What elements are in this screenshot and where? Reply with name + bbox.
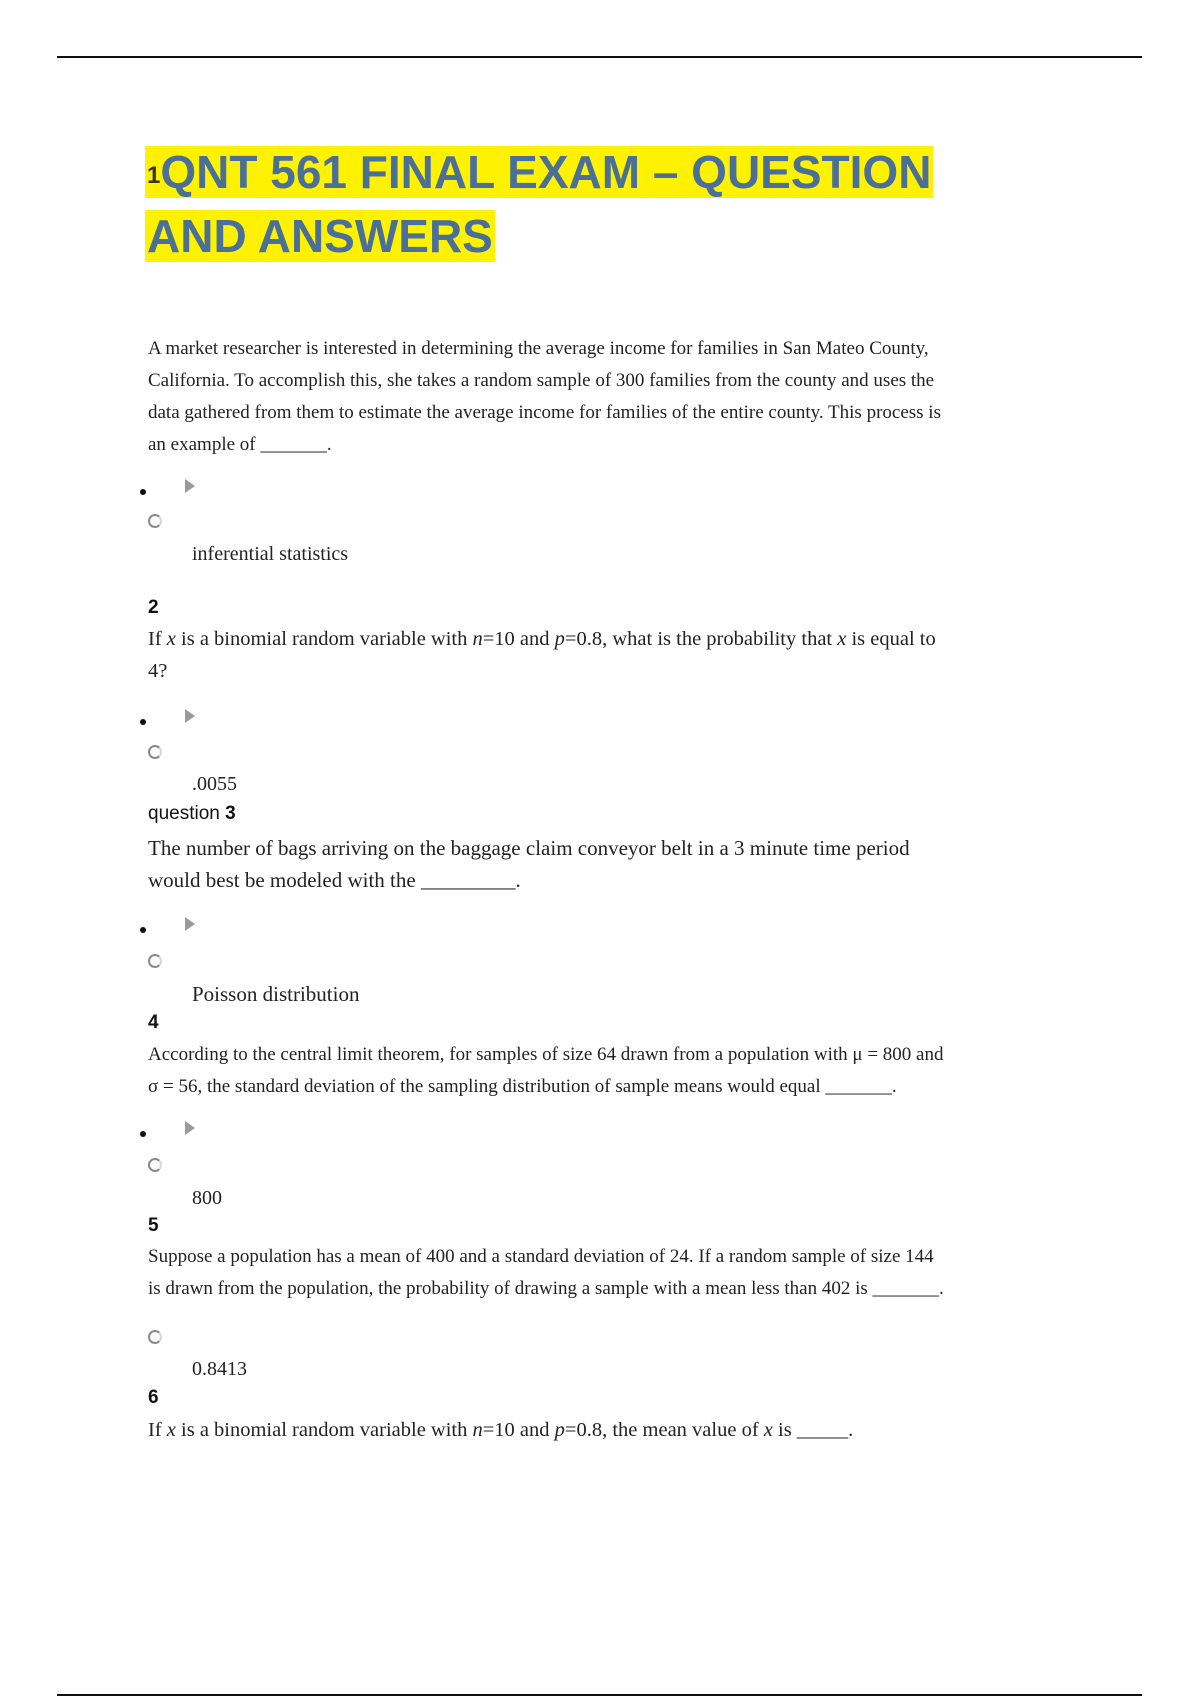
expand-arrow-icon[interactable] [185,1121,195,1135]
question-5-text [148,1241,944,1305]
question-2-text [148,623,936,687]
answer-radio-3[interactable] [148,954,162,968]
question-6-line-1: If x is a binomial random variable with n=10 and p=0.8, the mean value of x is _____. [148,1419,854,1441]
answer-5: 0.8413 [192,1358,247,1380]
expand-arrow-icon[interactable] [185,709,195,723]
question-4-line-2: σ = 56, the standard deviation of the sampling distribution of sample means would equal _______. [148,1076,897,1097]
list-bullet [140,489,146,495]
question-5-line-1: Suppose a population has a mean of 400 and a standard deviation of 24. If a random sample of size 144 [148,1246,934,1267]
question-6-number: 6 [148,1387,159,1408]
list-bullet [140,927,146,933]
question-3-number: question 3 [148,803,236,824]
expand-arrow-icon[interactable] [185,479,195,493]
question-4-line-1: According to the central limit theorem, for samples of size 64 drawn from a population with μ = 800 and [148,1044,944,1065]
header-rule [57,56,1142,58]
document-title [145,142,1025,266]
question-1-line-1: A market researcher is interested in determining the average income for families in San Mateo County, [148,338,929,359]
page-number: 1 [147,161,161,189]
list-bullet [140,719,146,725]
question-6-text [148,1414,853,1446]
answer-2: .0055 [192,773,237,795]
footer-rule [57,1694,1142,1696]
answer-radio-2[interactable] [148,745,162,759]
answer-1: inferential statistics [192,543,349,565]
question-5-line-2: is drawn from the population, the probability of drawing a sample with a mean less than 402 is _______. [148,1278,944,1299]
question-1-line-3: data gathered from them to estimate the average income for families of the entire county. This process is [148,402,941,423]
question-1-text [148,333,941,461]
question-2-line-1: If x is a binomial random variable with n=10 and p=0.8, what is the probability that x is equal to [148,628,936,650]
question-2-number: 2 [148,597,159,618]
title-line-1: QNT 561 FINAL EXAM – QUESTION [160,146,932,198]
list-bullet [140,1131,146,1137]
question-1-line-2: California. To accomplish this, she takes a random sample of 300 families from the county and uses the [148,370,935,391]
title-line-2: AND ANSWERS [147,209,493,262]
expand-arrow-icon[interactable] [185,917,195,931]
question-3-line-1: The number of bags arriving on the baggage claim conveyor belt in a 3 minute time period [148,836,910,860]
question-2-line-2: 4? [148,660,168,682]
question-3-text [148,832,910,896]
answer-radio-1[interactable] [148,514,162,528]
answer-radio-4[interactable] [148,1158,162,1172]
question-5-number: 5 [148,1215,159,1236]
answer-radio-5[interactable] [148,1330,162,1344]
question-4-number: 4 [148,1012,159,1033]
question-3-line-2: would best be modeled with the _________. [148,868,521,892]
answer-4: 800 [192,1187,222,1209]
question-1-line-4: an example of _______. [148,434,332,455]
question-4-text [148,1039,943,1103]
answer-3: Poisson distribution [192,982,360,1006]
